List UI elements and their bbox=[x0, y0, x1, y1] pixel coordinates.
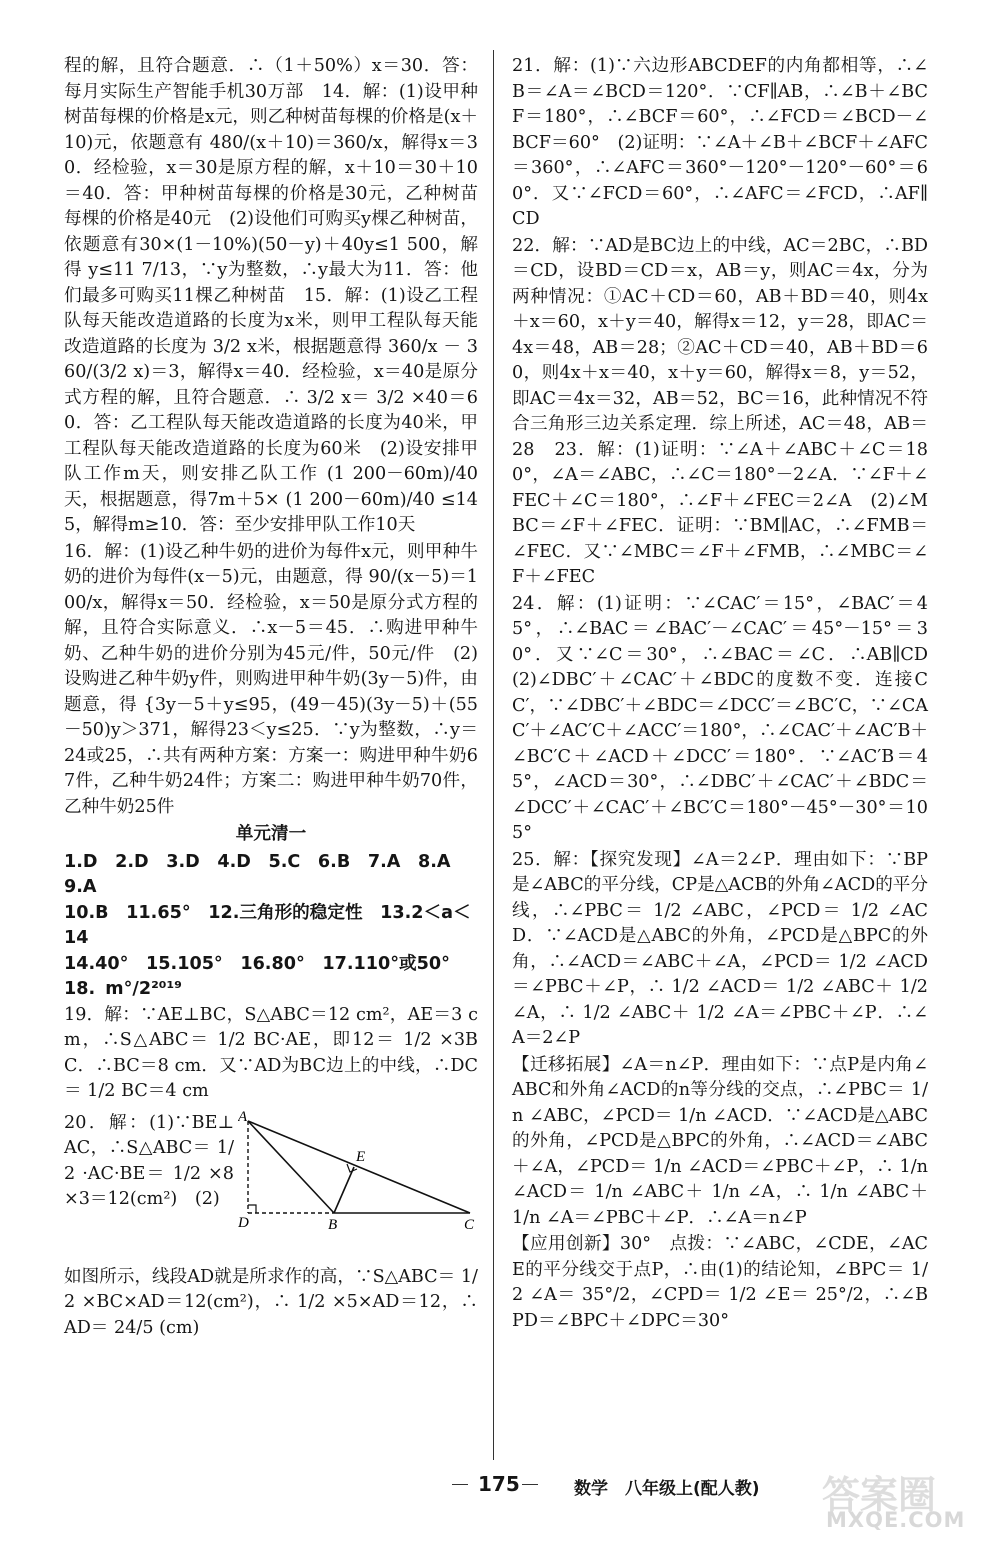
triangle-figure bbox=[238, 1111, 478, 1231]
segment-ab bbox=[248, 1121, 334, 1213]
column-divider bbox=[493, 50, 494, 1460]
choice-answers-line-1: 1.D 2.D 3.D 4.D 5.C 6.B 7.A 8.A 9.A bbox=[64, 851, 469, 897]
label-c: C bbox=[464, 1216, 475, 1231]
answer-paragraph-22-23: 22．解：∵AD是BC边上的中线，AC＝2BC，∴BD＝CD，设BD＝CD＝x，AB＝y，则AC＝4x，分为两种情况：①AC＋CD＝60，AB＋BD＝40，则4x＋x＝60，x＋y＝40，解得x＝12，y＝28，即AC＝4x＝48，AB＝28；②AC＋CD＝40，AB＋BD＝60，则4x＋x＝40，x＋y＝60，解得x＝8，y＝52，即AC＝4x＝32，AB＝52，BC＝16，此种情况不符合三角形三边关系定理．综上所述，AC＝48，AB＝28 23．解：(1)证明：∵∠A＋∠ABC＋∠C＝180°，∠A＝∠ABC，∴∠C＝180°－2∠A．∵∠F＋∠FEC＋∠C＝180°，∴∠F＋∠FEC＝2∠A (2)∠MBC＝∠F＋∠FEC．证明：∵BM∥AC，∴∠FMB＝∠FEC．又∵∠MBC＝∠F＋∠FMB，∴∠MBC＝∠F＋∠FEC bbox=[512, 235, 928, 587]
segment-ac bbox=[248, 1121, 470, 1213]
label-e: E bbox=[356, 1148, 366, 1165]
label-b: B bbox=[328, 1216, 338, 1231]
book-info: 数学 八年级上(配人教) bbox=[574, 1479, 760, 1499]
answer-paragraph-21: 21．解：(1)∵六边形ABCDEF的内角都相等，∴∠B＝∠A＝∠BCD＝120°．∵CF∥AB，∴∠B＋∠BCF＝180°，∴∠BCF＝60°，∴∠FCD＝∠BCD－∠BCF＝60° (2)证明：∵∠A＋∠B＋∠BCF＋∠AFC＝360°，∴∠AFC＝360°－120°－120°－60°＝60°．又∵∠FCD＝60°，∴∠AFC＝∠FCD，∴AF∥CD bbox=[512, 56, 928, 229]
right-column bbox=[512, 54, 946, 1335]
answer-paragraph-25-explore: 25．解：【探究发现】∠A＝2∠P．理由如下：∵BP是∠ABC的平分线，CP是△ACB的外角∠ACD的平分线，∴∠PBC＝ 1/2 ∠ABC，∠PCD＝ 1/2 ∠ACD．∵∠ACD是△ABC的外角，∠PCD是△BPC的外角，∴∠ACD＝∠ABC＋∠A，∠PCD＝ 1/2 ∠ACD＝∠PBC＋∠P，∴ 1/2 ∠ACD＝ 1/2 ∠ABC＋ 1/2 ∠A，∴ 1/2 ∠ABC＋ 1/2 ∠A＝∠PBC＋∠P．∴∠A＝2∠P bbox=[512, 849, 928, 1048]
answer-paragraph-25-apply: 【应用创新】30° 点拨：∵∠ABC，∠CDE，∠ACE的平分线交于点P，∴由(1)的结论知，∠BPC＝ 1/2 ∠A＝ 35°/2，∠CPD＝ 1/2 ∠E＝ 25°/2，∴∠BPD＝∠BPC＋∠DPC＝30° bbox=[512, 1234, 928, 1331]
label-d: D bbox=[238, 1214, 249, 1231]
right-angle-mark-d bbox=[248, 1205, 256, 1213]
choice-answers-line-3: 14.40° 15.105° 16.80° 17.110°或50° 18. m°/2²⁰¹⁹ bbox=[64, 953, 468, 999]
watermark-logo bbox=[818, 1464, 978, 1536]
answer-paragraph-19: 19．解：∵AE⊥BC，S△ABC＝12 cm²，AE＝3 cm，∴S△ABC＝ 1/2 BC·AE，即12＝ 1/2 ×3BC．∴BC＝8 cm．又∵AD为BC边上的中线，∴DC＝ 1/2 BC＝4 cm bbox=[64, 1004, 478, 1101]
answer-paragraph-25-extend: 【迁移拓展】∠A＝n∠P．理由如下：∵点P是内角∠ABC和外角∠ACD的n等分线的交点，∴∠PBC＝ 1/n ∠ABC，∠PCD＝ 1/n ∠ACD．∵∠ACD是△ABC的外角，∠PCD是△BPC的外角，∴∠ACD＝∠ABC＋∠A，∠PCD＝ 1/n ∠ACD＝∠PBC＋∠P，∴ 1/n ∠ACD＝ 1/n ∠ABC＋ 1/n ∠A，∴ 1/n ∠ABC＋ 1/n ∠A＝∠PBC＋∠P．∴∠A＝n∠P bbox=[512, 1054, 928, 1228]
label-a: A bbox=[238, 1110, 248, 1125]
section-title: 单元清一 bbox=[235, 824, 307, 844]
segment-be bbox=[334, 1167, 354, 1213]
choice-answers-line-2: 10.B 11.65° 12.三角形的稳定性 13.2＜a＜14 bbox=[64, 902, 471, 948]
left-column bbox=[64, 54, 478, 1342]
answer-paragraph-13-15: 程的解，且符合题意．∴（1＋50%）x＝30．答：每月实际生产智能手机30万部 14．解：(1)设甲种树苗每棵的价格是x元，则乙种树苗每棵的价格是(x＋10)元，依题意有 480/(x＋10)＝360/x，解得x＝30．经检验，x＝30是原方程的解，x＋10＝30＋10＝40．答：甲种树苗每棵的价格是30元，乙种树苗每棵的价格是40元 (2)设他们可购买y棵乙种树苗，依题意有30×(1－10%)(50－y)＋40y≤1 500，解得 y≤11 7/13，∵y为整数，∴y最大为11．答：他们最多可购买11棵乙种树苗 15．解：(1)设乙工程队每天能改造道路的长度为x米，则甲工程队每天能改造道路的长度为 3/2 x米，根据题意得 360/x － 360/(3/2 x)＝3，解得x＝40．经检验，x＝40是原分式方程的解，且符合题意．∴ 3/2 x＝ 3/2 ×40＝60．答：乙工程队每天能改造道路的长度为40米，甲工程队每天能改造道路的长度为60米 (2)设安排甲队工作m天，则安排乙队工作 (1 200－60m)/40 天，根据题意，得7m＋5× (1 200－60m)/40 ≤145，解得m≥10．答：至少安排甲队工作10天 bbox=[64, 56, 478, 535]
answer-paragraph-20-part1: 20．解：(1)∵BE⊥AC，∴S△ABC＝ 1/2 ·AC·BE＝ 1/2 ×8×3＝12(cm²) (2) bbox=[64, 1112, 234, 1209]
watermark-url: MXQE.COM bbox=[826, 1508, 966, 1532]
answer-paragraph-16: 16．解：(1)设乙种牛奶的进价为每件x元，则甲种牛奶的进价为每件(x－5)元，由题意，得 90/(x－5)＝100/x，解得x＝50．经检验，x＝50是原分式方程的解，且符合实际意义．∴x－5＝45．∴购进甲种牛奶、乙种牛奶的进价分别为45元/件，50元/件 (2)设购进乙种牛奶y件，则购进甲种牛奶(3y－5)件，由题意，得 {3y－5＋y≤95，(49－45)(3y－5)＋(55－50)y＞371，解得23＜y≤25．∵y为整数，∴y＝24或25，∴共有两种方案：方案一：购进甲种牛奶67件，乙种牛奶24件；方案二：购进甲种牛奶70件，乙种牛奶25件 bbox=[64, 541, 478, 817]
footer-dash-left bbox=[452, 1484, 468, 1485]
footer-dash-right bbox=[522, 1484, 538, 1485]
answer-paragraph-24: 24．解：(1)证明：∵∠CAC′＝15°，∠BAC′＝45°，∴∠BAC＝∠BAC′－∠CAC′＝45°－15°＝30°．又∵∠C＝30°，∴∠BAC＝∠C．∴AB∥CD (2)∠DBC′＋∠CAC′＋∠BDC的度数不变．连接CC′，∵∠DBC′＋∠BDC＝∠DCC′＝∠BC′C，∵∠CAC′＋∠AC′C＋∠ACC′＝180°，∴∠CAC′＋∠AC′B＋∠BC′C＋∠ACD＋∠DCC′＝180°．∵∠AC′B＝45°，∠ACD＝30°，∴∠DBC′＋∠CAC′＋∠BDC＝∠DCC′＋∠CAC′＋∠BC′C＝180°－45°－30°＝105° bbox=[512, 593, 946, 843]
page-number: 175 bbox=[478, 1472, 520, 1496]
question-20-block bbox=[64, 1111, 478, 1261]
answer-paragraph-20-part2: 如图所示，线段AD就是所求作的高，∵S△ABC＝ 1/2 ×BC×AD＝12(cm²)，∴ 1/2 ×5×AD＝12，∴AD＝ 24/5 (cm) bbox=[64, 1266, 478, 1338]
watermark-glyphs: 答案圈 bbox=[822, 1473, 937, 1517]
